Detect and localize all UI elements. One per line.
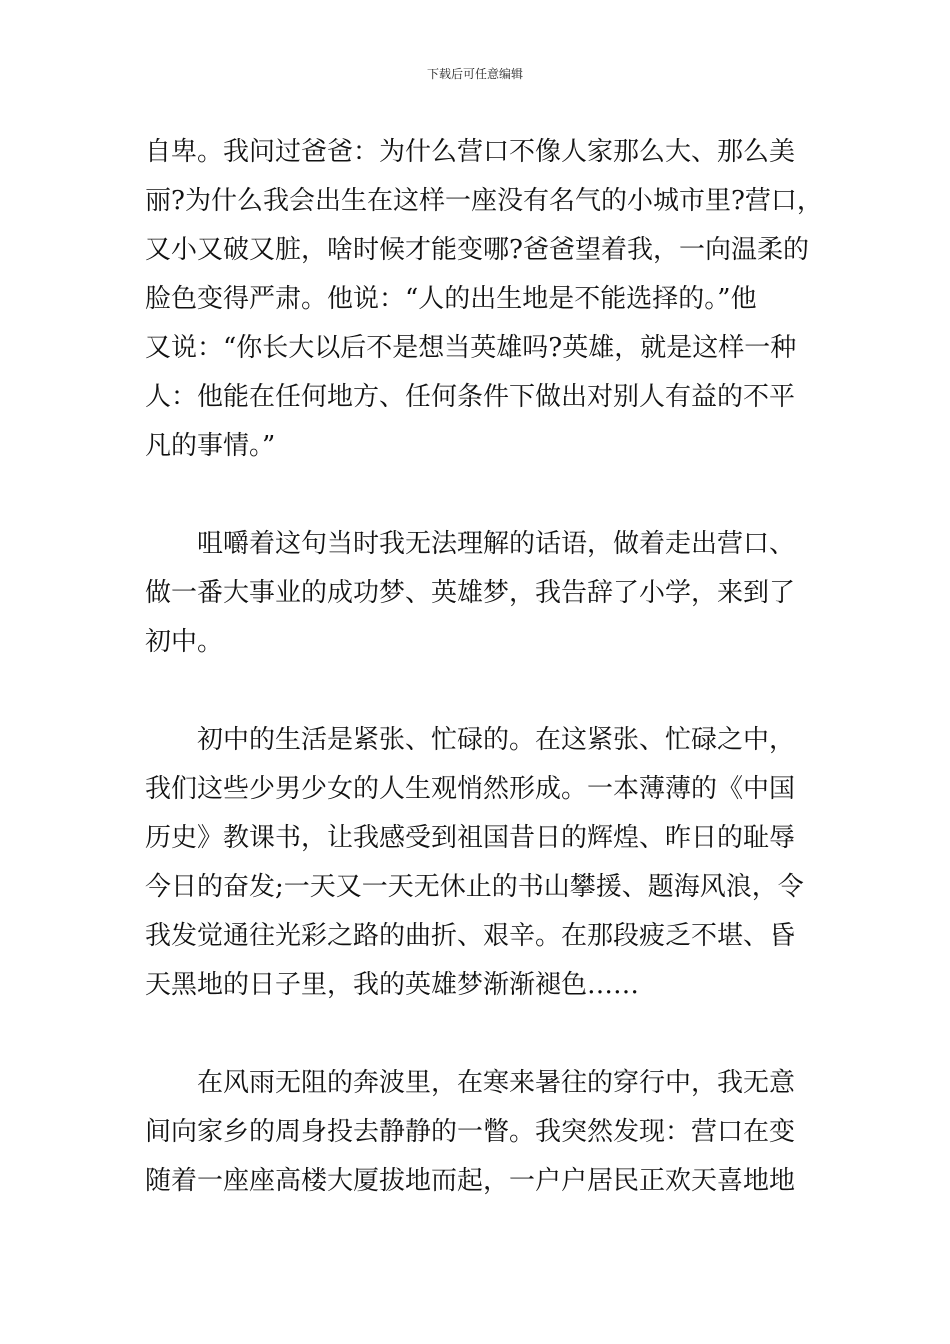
text-line: 初中。 xyxy=(145,627,224,657)
paragraph-spacer xyxy=(145,471,815,520)
paragraph-3 xyxy=(145,716,815,1010)
text-line: 脸色变得严肃。他说：“人的出生地是不能选择的。”他 xyxy=(145,284,757,314)
paragraph-1 xyxy=(145,128,823,471)
text-line: 丽?为什么我会出生在这样一座没有名气的小城市里?营口， xyxy=(145,186,823,216)
text-line: 又小又破又脏，啥时候才能变哪?爸爸望着我，一向温柔的 xyxy=(145,235,809,265)
text-line: 历史》教课书，让我感受到祖国昔日的辉煌、昨日的耻辱 xyxy=(145,823,796,853)
text-line: 人：他能在任何地方、任何条件下做出对别人有益的不平 xyxy=(145,382,796,412)
text-line: 凡的事情。” xyxy=(145,431,276,461)
document-body xyxy=(145,128,823,1206)
text-line: 在风雨无阻的奔波里，在寒来暑往的穿行中，我无意 xyxy=(145,1068,796,1098)
text-line: 天黑地的日子里，我的英雄梦渐渐褪色…… xyxy=(145,970,640,1000)
paragraph-4 xyxy=(145,1059,815,1206)
text-line: 又说：“你长大以后不是想当英雄吗?英雄，就是这样一种 xyxy=(145,333,797,363)
text-line: 随着一座座高楼大厦拔地而起，一户户居民正欢天喜地地 xyxy=(145,1166,796,1196)
paragraph-spacer xyxy=(145,667,815,716)
text-line: 做一番大事业的成功梦、英雄梦，我告辞了小学，来到了 xyxy=(145,578,796,608)
text-line: 咀嚼着这句当时我无法理解的话语，做着走出营口、 xyxy=(145,529,796,559)
text-line: 间向家乡的周身投去静静的一瞥。我突然发现：营口在变 xyxy=(145,1117,796,1147)
page-header: 下载后可任意编辑 xyxy=(426,67,523,81)
text-line: 今日的奋发;一天又一天无休止的书山攀援、题海风浪，令 xyxy=(145,872,804,902)
text-line: 自卑。我问过爸爸：为什么营口不像人家那么大、那么美 xyxy=(145,137,796,167)
paragraph-spacer xyxy=(145,1010,815,1059)
text-line: 我发觉通往光彩之路的曲折、艰辛。在那段疲乏不堪、昏 xyxy=(145,921,796,951)
text-line: 我们这些少男少女的人生观悄然形成。一本薄薄的《中国 xyxy=(145,774,796,804)
paragraph-2 xyxy=(145,520,815,667)
text-line: 初中的生活是紧张、忙碌的。在这紧张、忙碌之中， xyxy=(145,725,796,755)
